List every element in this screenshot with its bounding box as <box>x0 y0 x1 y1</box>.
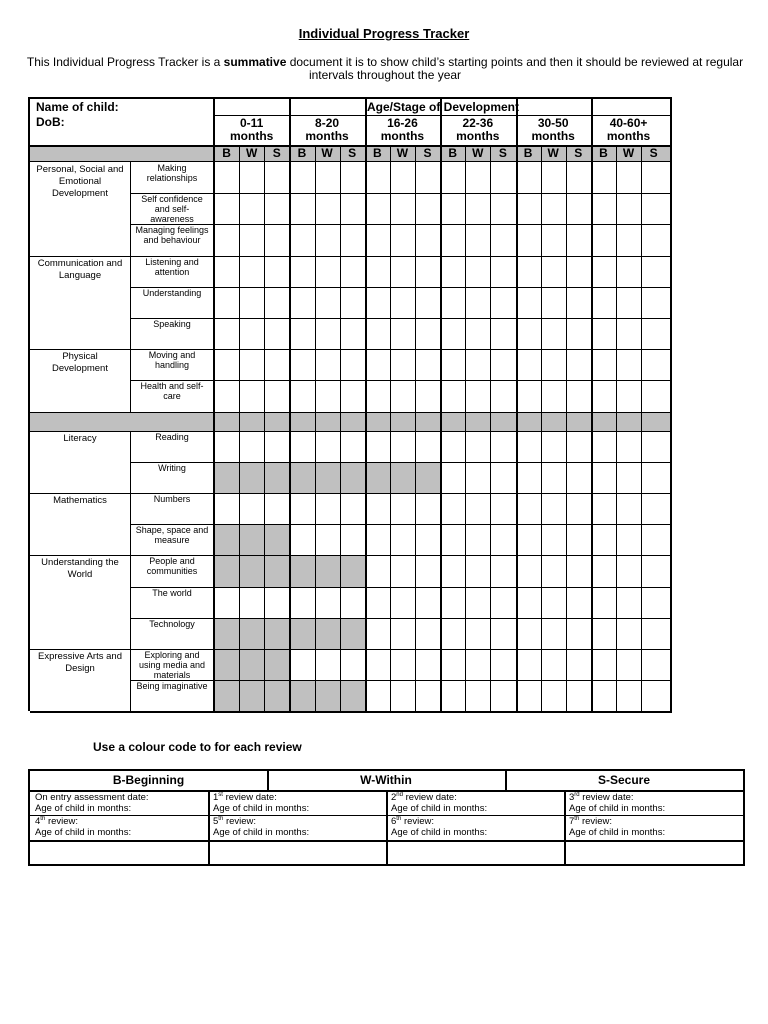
key-beginning: B-Beginning <box>112 773 185 787</box>
review-cell <box>30 816 208 838</box>
area-of-learning: Communication and Language <box>37 257 123 281</box>
age-band-range: 8-20 <box>315 116 340 130</box>
grid-line <box>239 146 240 712</box>
level-letter: S <box>574 146 583 160</box>
aspect-label: The world <box>152 587 192 598</box>
aspect-label: Moving and handling <box>148 350 196 371</box>
age-band-unit: months <box>606 129 651 143</box>
colour-code-note: Use a colour code to for each review <box>93 740 302 754</box>
level-letter: B <box>372 146 382 160</box>
specific-header-fill <box>30 412 672 431</box>
age-band-divider <box>289 99 291 712</box>
age-band-range: 16-26 <box>387 116 418 130</box>
level-letter: B <box>297 146 307 160</box>
level-letter: B <box>448 146 458 160</box>
key-secure: S-Secure <box>597 773 651 787</box>
level-letter: S <box>423 146 432 160</box>
level-letter: B <box>599 146 608 160</box>
age-band-0 <box>214 117 289 143</box>
review-cell <box>386 816 564 838</box>
area-aspect-divider <box>130 431 131 713</box>
grid-line <box>490 146 491 712</box>
level-letter: S <box>498 146 507 160</box>
grid-line <box>30 412 672 413</box>
aspect-label: Listening and attention <box>145 256 199 277</box>
aspect-label: Self confidence and self-awareness <box>141 194 203 225</box>
review-title: 4th review: <box>35 815 79 827</box>
review-title: 2nd review date: <box>391 791 457 803</box>
level-letter: S <box>348 146 357 160</box>
age-stage-heading: Age/Stage of Development <box>366 100 520 114</box>
aspect-label: Writing <box>158 462 186 473</box>
age-band-unit: months <box>305 129 349 143</box>
review-cell <box>208 792 386 814</box>
age-band-range: 22-36 <box>462 116 494 130</box>
aspect-label: Shape, space and measure <box>135 525 209 546</box>
level-letter: B <box>523 146 533 160</box>
grid-line <box>566 146 567 712</box>
area-of-learning: Understanding the World <box>41 557 119 581</box>
age-band-3 <box>440 117 515 143</box>
grid-line <box>30 431 672 432</box>
grid-line <box>415 146 416 712</box>
review-cell <box>386 792 564 814</box>
grid-line <box>541 146 542 712</box>
grid-line <box>30 555 672 556</box>
area-of-learning: Physical Development <box>52 351 108 375</box>
dob-label: DoB: <box>36 115 65 129</box>
review-title: 5th review: <box>213 815 257 827</box>
key-within: W-Within <box>360 773 412 787</box>
not-applicable-cell <box>214 524 289 555</box>
area-of-learning: Mathematics <box>53 495 107 506</box>
review-key-table <box>28 769 745 866</box>
review-age: Age of child in months: <box>213 803 310 814</box>
name-of-child-label: Name of child: <box>36 100 119 114</box>
review-cell <box>564 792 743 814</box>
review-title: 7th review: <box>569 815 613 827</box>
aspect-label: Understanding <box>142 287 202 298</box>
not-applicable-cell <box>214 462 440 493</box>
review-title: 3rd review date: <box>569 791 634 803</box>
review-title: 6th review: <box>391 815 435 827</box>
level-letter: W <box>246 146 258 160</box>
review-cell <box>30 792 208 814</box>
grid-line <box>505 771 507 790</box>
aspect-label: Numbers <box>153 494 191 504</box>
review-age: Age of child in months: <box>35 803 132 814</box>
age-band-divider <box>516 99 518 712</box>
age-band-range: 30-50 <box>537 116 569 130</box>
level-letter: W <box>321 146 333 160</box>
grid-line <box>30 711 672 713</box>
aspect-label: Reading <box>155 431 189 442</box>
aspect-label: Managing feelings and behaviour <box>135 225 209 246</box>
grid-line <box>315 146 316 712</box>
intro-text: This Individual Progress Tracker is a summative document it is to show child’s starting points and then it should be reviewed at regular intervals throughout the year <box>26 55 744 82</box>
grid-line <box>30 161 672 162</box>
level-letter: W <box>622 146 635 160</box>
review-title: On entry assessment date: <box>35 792 149 803</box>
aspect-label: Health and self-care <box>140 381 204 402</box>
age-band-unit: months <box>230 129 274 143</box>
age-band-divider <box>591 99 593 712</box>
review-age: Age of child in months: <box>213 827 310 838</box>
grid-line <box>340 146 341 712</box>
level-letter: S <box>649 146 658 160</box>
level-letter: W <box>472 146 484 160</box>
review-age: Age of child in months: <box>569 827 666 838</box>
review-cell <box>208 816 386 838</box>
area-of-learning: Literacy <box>63 432 97 444</box>
age-band-unit: months <box>456 129 500 143</box>
age-band-range: 0-11 <box>240 116 264 130</box>
age-band-4 <box>516 117 591 143</box>
grid-line <box>30 349 672 350</box>
grid-line <box>616 146 617 712</box>
aspect-label: Being imaginative <box>136 681 208 692</box>
not-applicable-cell <box>214 649 289 680</box>
review-age: Age of child in months: <box>391 827 488 838</box>
grid-line <box>641 146 642 712</box>
aspect-label: Speaking <box>153 319 191 329</box>
area-of-learning: Personal, Social and Emotional Development <box>36 164 124 199</box>
aspect-label: People and communities <box>146 556 198 577</box>
age-band-unit: months <box>380 129 425 143</box>
grid-line <box>30 256 672 257</box>
level-letter: W <box>547 146 559 160</box>
review-title: 1st review date: <box>213 791 277 803</box>
area-aspect-divider <box>130 162 131 412</box>
grid-line <box>390 146 391 712</box>
level-letter: S <box>272 146 281 160</box>
review-age: Age of child in months: <box>391 803 488 814</box>
document-title: Individual Progress Tracker <box>298 26 470 41</box>
aspect-label: Technology <box>149 618 195 629</box>
age-band-divider <box>365 99 367 712</box>
review-cell <box>564 816 743 838</box>
age-band-divider <box>440 99 442 712</box>
age-band-5 <box>591 117 666 143</box>
progress-tracker-grid <box>28 97 672 711</box>
age-band-2 <box>365 117 440 143</box>
level-letter: W <box>396 146 409 160</box>
level-letter: B <box>222 146 231 160</box>
review-age: Age of child in months: <box>569 803 666 814</box>
aspect-label: Making relationships <box>146 163 198 183</box>
grid-line <box>267 771 269 790</box>
review-age: Age of child in months: <box>35 827 132 838</box>
aspect-grid-divider <box>213 99 215 712</box>
grid-line <box>30 649 672 650</box>
age-band-range: 40-60+ <box>609 116 648 130</box>
age-heading-divider <box>214 115 672 116</box>
age-band-unit: months <box>531 129 575 143</box>
grid-line <box>264 146 265 712</box>
grid-line <box>30 493 672 494</box>
grid-line <box>465 146 466 712</box>
aspect-label: Exploring and using media and materials <box>138 650 206 680</box>
age-band-1 <box>289 117 364 143</box>
age-band-divider <box>670 99 672 712</box>
area-of-learning: Expressive Arts and Design <box>38 651 122 674</box>
